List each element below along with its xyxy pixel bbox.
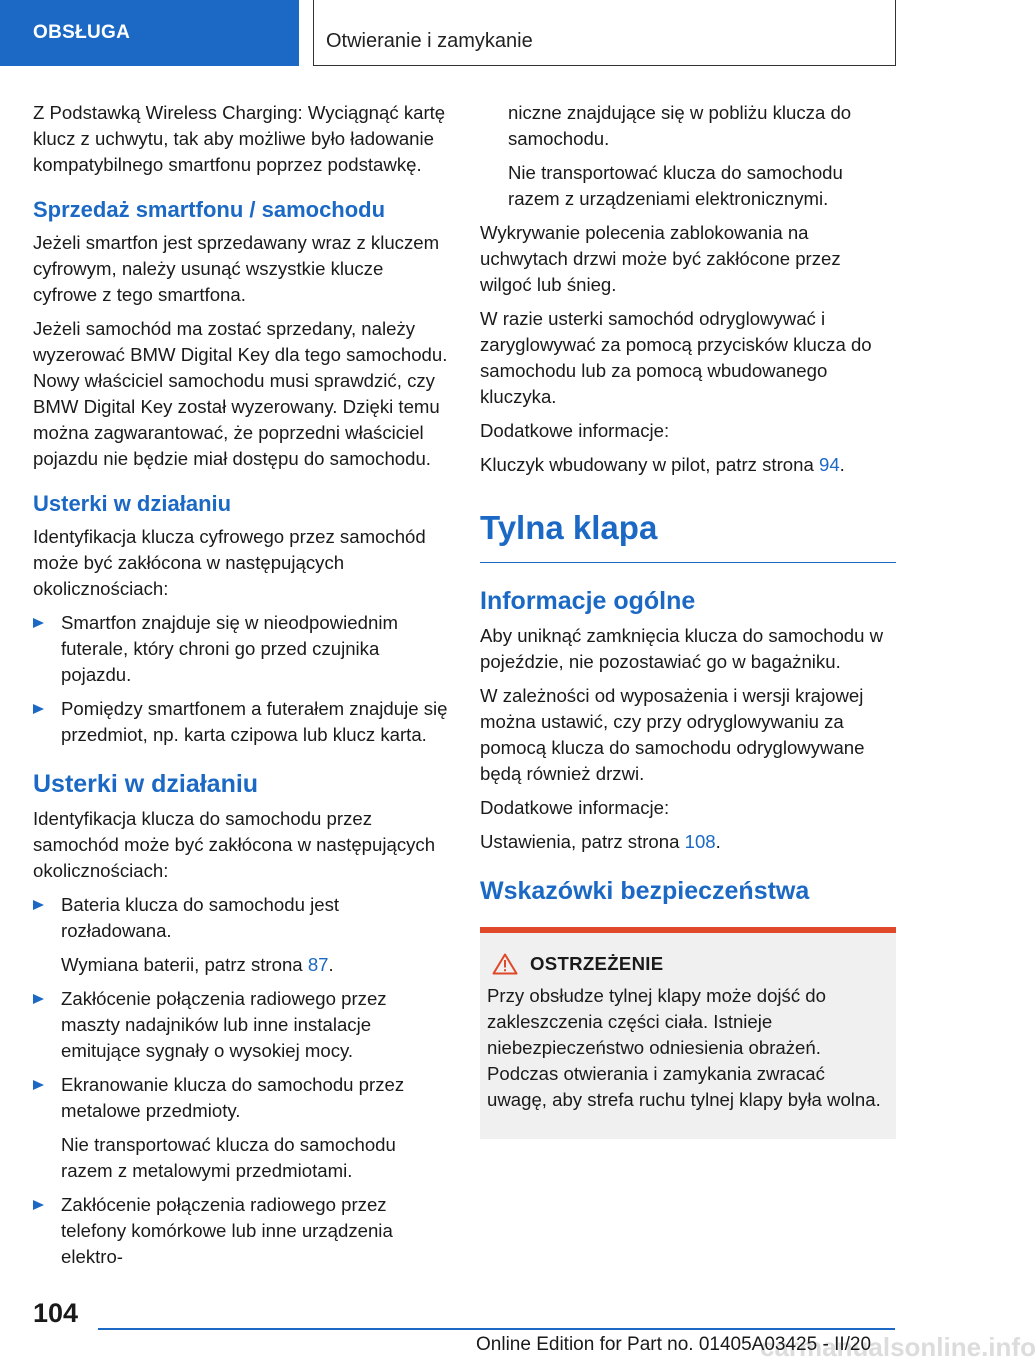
page-link-108[interactable]: 108: [684, 831, 716, 852]
list-item: Zakłócenie połączenia radiowego przez telefony komórkowe lub inne urządzenia elektro-: [33, 1192, 449, 1270]
page-link-87[interactable]: 87: [307, 954, 329, 975]
triangle-bullet-icon: [33, 900, 44, 910]
paragraph: Aby uniknąć zamknięcia klucza do samochodu w pojeździe, nie pozostawiać go w bagażniku.: [480, 625, 884, 672]
paragraph: Wykrywanie polecenia zablokowania na uchwytach drzwi może być zakłócone przez wilgoć lub śnieg.: [480, 222, 841, 295]
paragraph-continued: niczne znajdujące się w pobliżu klucza do samochodu.: [508, 102, 852, 149]
heading-fault-key: Usterki w działaniu: [33, 770, 259, 798]
paragraph: Dodatkowe informacje:: [480, 420, 670, 441]
page-header: [0, 0, 960, 66]
heading-fault-digital: Usterki w działaniu: [33, 491, 232, 516]
list-item: Ekranowanie klucza do samochodu przez metalowe przedmioty. Nie transportować klucza do samochodu razem z metalowymi przedmiotami.: [33, 1072, 449, 1184]
paragraph: Identyfikacja klucza do samochodu przez samochód może być zakłócona w następujących okolicznościach:: [33, 808, 436, 881]
paragraph: Kluczyk wbudowany w pilot, patrz strona 94.: [480, 454, 845, 475]
list-item-continuation: Nie transportować klucza do samochodu razem z metalowymi przedmiotami.: [61, 1134, 396, 1181]
list-digital-faults: [33, 610, 449, 748]
paragraph: Ustawienia, patrz strona 108.: [480, 831, 721, 852]
warning-title: OSTRZEŻENIE: [530, 953, 664, 974]
paragraph: Nie transportować klucza do samochodu razem z urządzeniami elektronicznymi.: [508, 162, 843, 209]
chapter-heading: Tylna klapa: [480, 506, 896, 563]
left-column: [33, 100, 449, 1278]
section-tab: OBSŁUGA: [0, 0, 299, 66]
warning-box: [480, 927, 896, 1139]
warning-triangle-icon: [492, 953, 518, 975]
paragraph: W zależności od wyposażenia i wersji krajowej można ustawić, czy przy odryglowywaniu za pomocą klucza do samochodu odryglowywane będą również drzwi.: [480, 685, 865, 784]
paragraph: Jeżeli smartfon jest sprzedawany wraz z kluczem cyfrowym, należy usunąć wszystkie klucze cyfrowe z tego smartfona.: [33, 232, 440, 305]
heading-safety: Wskazówki bezpieczeństwa: [480, 877, 810, 905]
triangle-bullet-icon: [33, 1080, 44, 1090]
triangle-bullet-icon: [33, 1200, 44, 1210]
paragraph: Dodatkowe informacje:: [480, 797, 670, 818]
warning-text: Przy obsłudze tylnej klapy może dojść do zakleszczenia części ciała. Istnieje niebezpieczeństwo odniesienia obrażeń. Podczas otwierania i zamykania zwracać uwagę, aby strefa ruchu tylnej klapy była wolna.: [487, 985, 881, 1110]
page-link-94[interactable]: 94: [818, 454, 840, 475]
list-item: Smartfon znajduje się w nieodpowiednim futerale, który chroni go przed czujnika pojazdu.: [33, 610, 449, 688]
list-item-continuation: Wymiana baterii, patrz strona 87.: [61, 954, 334, 975]
heading-sale: Sprzedaż smartfonu / samochodu: [33, 197, 386, 222]
triangle-bullet-icon: [33, 618, 44, 628]
list-item: Zakłócenie połączenia radiowego przez maszty nadajników lub inne instalacje emitujące sygnały o wysokiej mocy.: [33, 986, 449, 1064]
watermark: carmanualsonline.info: [760, 1332, 1036, 1362]
paragraph: Jeżeli samochód ma zostać sprzedany, należy wyzerować BMW Digital Key dla tego samochodu. Nowy właściciel samochodu musi sprawdzić, czy BMW Digital Key został wyzerowany. Dzięki temu można zagwarantować, że poprzedni właściciel pojazdu nie będzie miał dostępu do samochodu.: [33, 318, 448, 469]
footer-edition: Online Edition for Part no. 01405A03425 - II/20: [476, 1334, 872, 1355]
list-key-faults: [33, 892, 449, 1270]
triangle-bullet-icon: [33, 994, 44, 1004]
triangle-bullet-icon: [33, 704, 44, 714]
paragraph: Z Podstawką Wireless Charging: Wyciągnąć kartę klucz z uchwytu, tak aby możliwe było ładowanie kompatybilnego smartfonu poprzez podstawkę.: [33, 102, 446, 175]
paragraph: W razie usterki samochód odryglowywać i zaryglowywać za pomocą przycisków klucza do samochodu lub za pomocą wbudowanego kluczyka.: [480, 308, 872, 407]
paragraph: Identyfikacja klucza cyfrowego przez samochód może być zakłócona w następujących okolicznościach:: [33, 526, 426, 599]
list-item: Pomiędzy smartfonem a futerałem znajduje się przedmiot, np. karta czipowa lub klucz karta.: [33, 696, 449, 748]
page-number: 104: [33, 1298, 79, 1328]
list-item: Bateria klucza do samochodu jest rozładowana. Wymiana baterii, patrz strona 87.: [33, 892, 449, 978]
chapter-title: Otwieranie i zamykanie: [313, 0, 896, 66]
heading-general: Informacje ogólne: [480, 587, 696, 615]
warning-header: [487, 951, 888, 977]
right-column: [480, 100, 896, 1139]
